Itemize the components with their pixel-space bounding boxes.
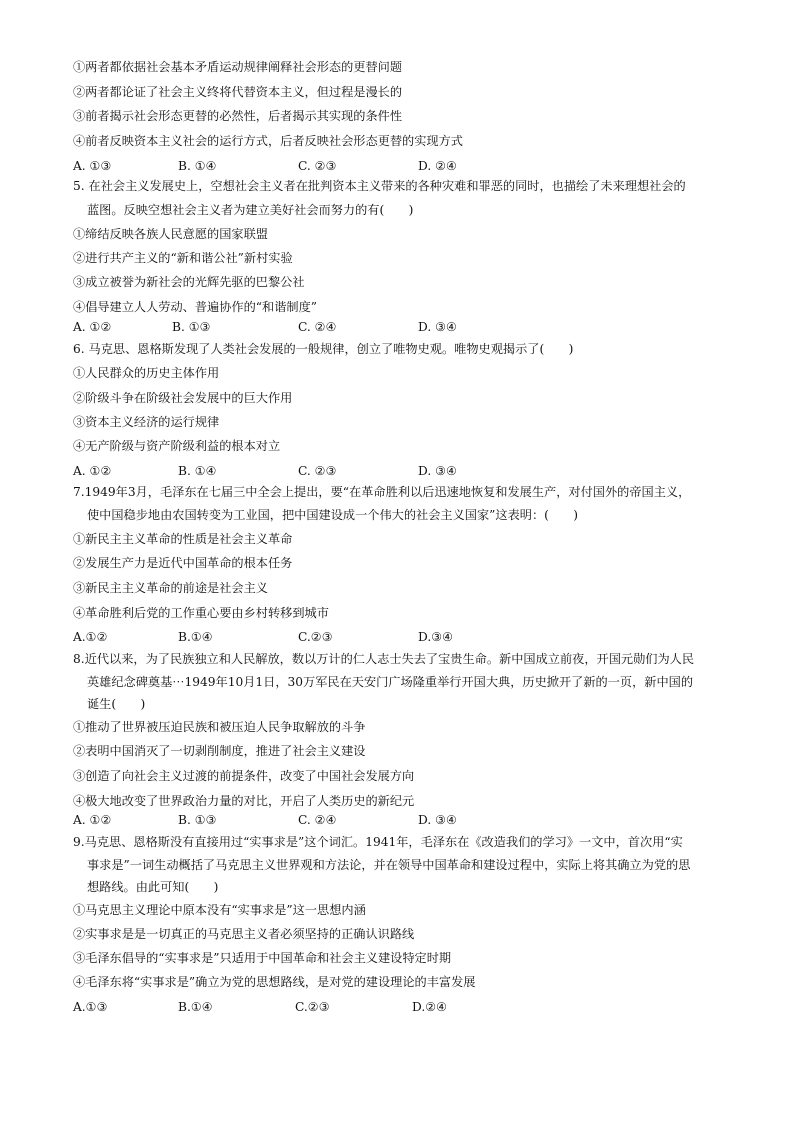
q5-statement-4: ④倡导建立人人劳动、普遍协作的“和谐制度” [73, 300, 318, 314]
q4-statement-4: ④前者反映资本主义社会的运行方式，后者反映社会形态更替的实现方式 [73, 134, 463, 148]
q8-statement-3: ③创造了向社会主义过渡的前提条件，改变了中国社会发展方向 [73, 769, 415, 783]
q5-statement-1: ①缔结反映各族人民意愿的国家联盟 [73, 227, 268, 241]
q5-option-d[interactable]: D. ③④ [418, 320, 457, 334]
q8-option-d[interactable]: D. ③④ [418, 813, 457, 827]
q7-statement-3: ③新民主主义革命的前途是社会主义 [73, 581, 268, 595]
q9-stem-line-2: 事求是”一词生动概括了马克思主义世界观和方法论，并在领导中国革命和建设过程中，实际上将其确立为党的思 [87, 858, 691, 872]
q7-stem-line-1: 7.1949年3月，毛泽东在七届三中全会上提出，要“在革命胜利以后迅速地恢复和发展生产，对付国外的帝国主义， [73, 485, 691, 499]
q6-option-a[interactable]: A. ①② [73, 464, 112, 478]
q7-statement-2: ②发展生产力是近代中国革命的根本任务 [73, 556, 293, 570]
q9-options [0, 995, 793, 1020]
q9-statement-1: ①马克思主义理论中原本没有“实事求是”这一思想内涵 [73, 903, 366, 917]
q5-statement-3: ③成立被誉为新社会的光辉先驱的巴黎公社 [73, 275, 305, 289]
q7-option-c[interactable]: C.②③ [298, 630, 333, 644]
q6-statement-1: ①人民群众的历史主体作用 [73, 366, 220, 380]
q6-statement-2: ②阶级斗争在阶级社会发展中的巨大作用 [73, 391, 293, 405]
q8-option-c[interactable]: C. ②④ [298, 813, 337, 827]
q9-statement-4: ④毛泽东将“实事求是”确立为党的思想路线，是对党的建设理论的丰富发展 [73, 975, 476, 989]
q4-option-b[interactable]: B. ①④ [178, 159, 217, 173]
q6-option-c[interactable]: C. ②③ [298, 464, 337, 478]
q8-stem-line-1: 8.近代以来，为了民族独立和人民解放，数以万计的仁人志士失去了宝贵生命。新中国成立前夜，开国元勋们为人民 [73, 652, 695, 666]
q6-stem-line-1: 6. 马克思、恩格斯发现了人类社会发展的一般规律，创立了唯物史观。唯物史观揭示了( ) [73, 342, 574, 356]
q7-option-d[interactable]: D.③④ [418, 630, 454, 644]
q8-statement-1: ①推动了世界被压迫民族和被压迫人民争取解放的斗争 [73, 720, 366, 734]
q8-option-b[interactable]: B. ①③ [178, 813, 217, 827]
q4-option-d[interactable]: D. ②④ [418, 159, 457, 173]
q5-option-b[interactable]: B. ①③ [172, 320, 211, 334]
q7-option-a[interactable]: A.①② [73, 630, 108, 644]
q6-option-b[interactable]: B. ①④ [178, 464, 217, 478]
q9-stem-line-3: 想路线。由此可知( ) [87, 880, 219, 894]
q9-stem-line-1: 9.马克思、恩格斯没有直接用过“实事求是”这个词汇。1941年，毛泽东在《改造我们的学习》一文中，首次用“实 [73, 835, 683, 849]
q7-statement-1: ①新民主主义革命的性质是社会主义革命 [73, 532, 293, 546]
q8-stem-line-3: 诞生( ) [87, 697, 146, 711]
q9-option-d[interactable]: D.②④ [412, 1000, 448, 1014]
q6-statement-3: ③资本主义经济的运行规律 [73, 415, 220, 429]
q9-option-a[interactable]: A.①③ [73, 1000, 108, 1014]
q8-option-a[interactable]: A. ①② [73, 813, 112, 827]
q9-statement-2: ②实事求是是一切真正的马克思主义者必须坚持的正确认识路线 [73, 927, 415, 941]
q7-stem-line-2: 使中国稳步地由农国转变为工业国，把中国建设成一个伟大的社会主义国家”这表明：( ) [87, 508, 579, 522]
q4-option-a[interactable]: A. ①③ [73, 159, 112, 173]
q7-statement-4: ④革命胜利后党的工作重心要由乡村转移到城市 [73, 606, 329, 620]
q5-stem-line-1: 5. 在社会主义发展史上，空想社会主义者在批判资本主义带来的各种灾难和罪恶的同时，也描绘了未来理想社会的 [73, 179, 686, 193]
q4-option-c[interactable]: C. ②③ [298, 159, 337, 173]
q5-statement-2: ②进行共产主义的“新和谐公社”新村实验 [73, 251, 293, 265]
q5-stem-line-2: 蓝图。反映空想社会主义者为建立美好社会而努力的有( ) [87, 203, 414, 217]
q9-statement-3: ③毛泽东倡导的“实事求是”只适用于中国革命和社会主义建设特定时期 [73, 951, 452, 965]
q9-option-b[interactable]: B.①④ [178, 1000, 213, 1014]
q4-statement-1: ①两者都依据社会基本矛盾运动规律阐释社会形态的更替问题 [73, 60, 403, 74]
q6-statement-4: ④无产阶级与资产阶级利益的根本对立 [73, 439, 281, 453]
q4-statement-2: ②两者都论证了社会主义终将代替资本主义，但过程是漫长的 [73, 85, 403, 99]
q8-statement-2: ②表明中国消灭了一切剥削制度，推进了社会主义建设 [73, 744, 366, 758]
q8-statement-4: ④极大地改变了世界政治力量的对比，开启了人类历史的新纪元 [73, 794, 415, 808]
q9-option-c[interactable]: C.②③ [295, 1000, 330, 1014]
q7-option-b[interactable]: B.①④ [178, 630, 213, 644]
q5-option-c[interactable]: C. ②④ [298, 320, 337, 334]
q6-option-d[interactable]: D. ③④ [418, 464, 457, 478]
q5-option-a[interactable]: A. ①② [73, 320, 112, 334]
q8-stem-line-2: 英雄纪念碑奠基⋯1949年10月1日，30万军民在天安门广场隆重举行开国大典，历史掀开了新的一页，新中国的 [87, 675, 694, 689]
q4-statement-3: ③前者揭示社会形态更替的必然性，后者揭示其实现的条件性 [73, 109, 403, 123]
